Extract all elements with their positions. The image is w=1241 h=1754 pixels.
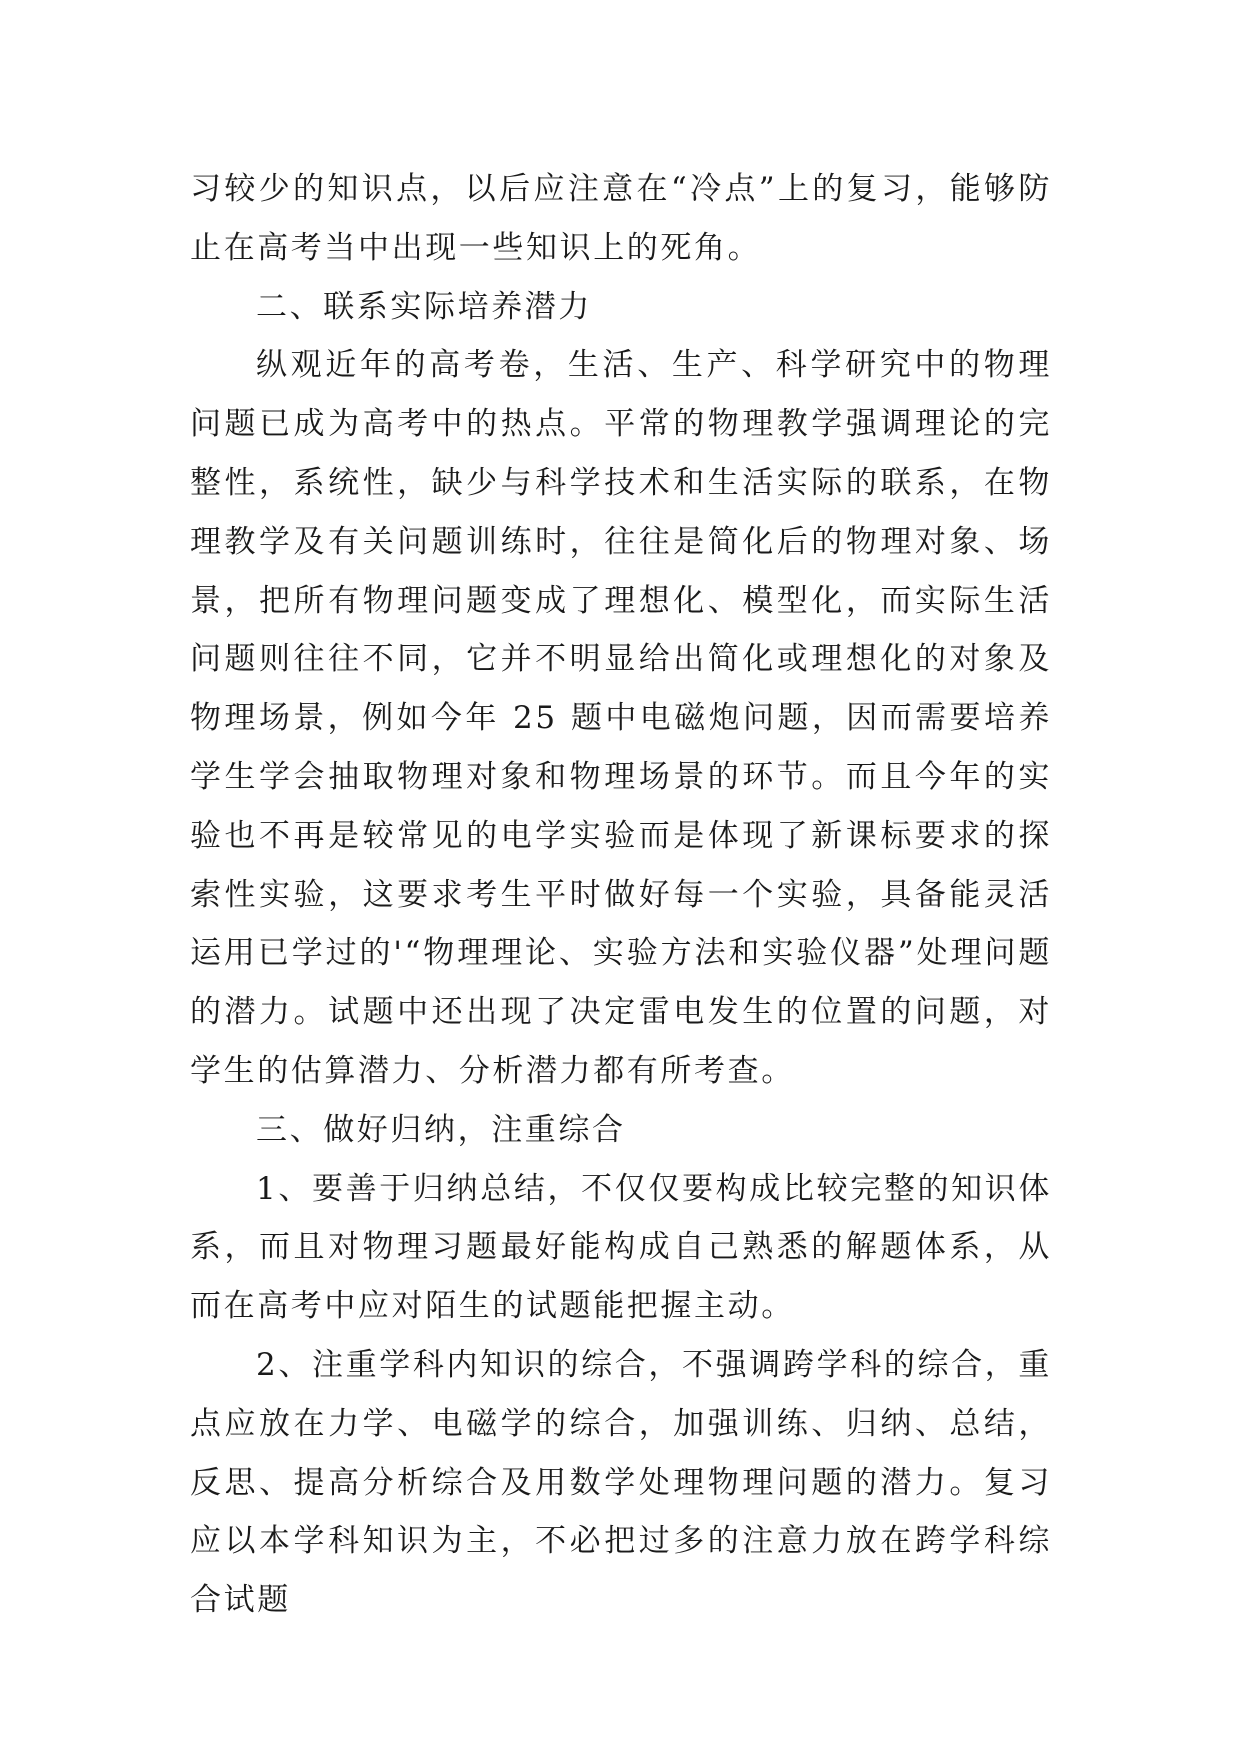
document-body [190,160,1052,1630]
paragraph-point-two: 2、注重学科内知识的综合，不强调跨学科的综合，重点应放在力学、电磁学的综合，加强训练、归纳、总结，反思、提高分析综合及用数学处理物理问题的潜力。复习应以本学科知识为主，不必把过多的注意力放在跨学科综合试题 [190,1346,1052,1619]
section-heading-three: 三、做好归纳，注重综合 [256,1111,626,1148]
section-heading-two: 二、联系实际培养潜力 [256,288,592,325]
paragraph-point-one: 1、要善于归纳总结，不仅仅要构成比较完整的知识体系，而且对物理习题最好能构成自己熟悉的解题体系，从而在高考中应对陌生的试题能把握主动。 [190,1170,1052,1325]
paragraph-real-world-practice: 纵观近年的高考卷，生活、生产、科学研究中的物理问题已成为高考中的热点。平常的物理教学强调理论的完整性，系统性，缺少与科学技术和生活实际的联系，在物理教学及有关问题训练时，往往是简化后的物理对象、场景，把所有物理问题变成了理想化、模型化，而实际生活问题则往往不同，它并不明显给出简化或理想化的对象及物理场景，例如今年 25 题中电磁炮问题，因而需要培养学生学会抽取物理对象和物理场景的环节。而且今年的实验也不再是较常见的电学实验而是体现了新课标要求的探索性实验，这要求考生平时做好每一个实验，具备能灵活运用已学过的'“物理理论、实验方法和实验仪器”处理问题的潜力。试题中还出现了决定雷电发生的位置的问题，对学生的估算潜力、分析潜力都有所考查。 [190,347,1052,1089]
paragraph-continuation: 习较少的知识点，以后应注意在“冷点”上的复习，能够防止在高考当中出现一些知识上的死角。 [190,171,1052,266]
